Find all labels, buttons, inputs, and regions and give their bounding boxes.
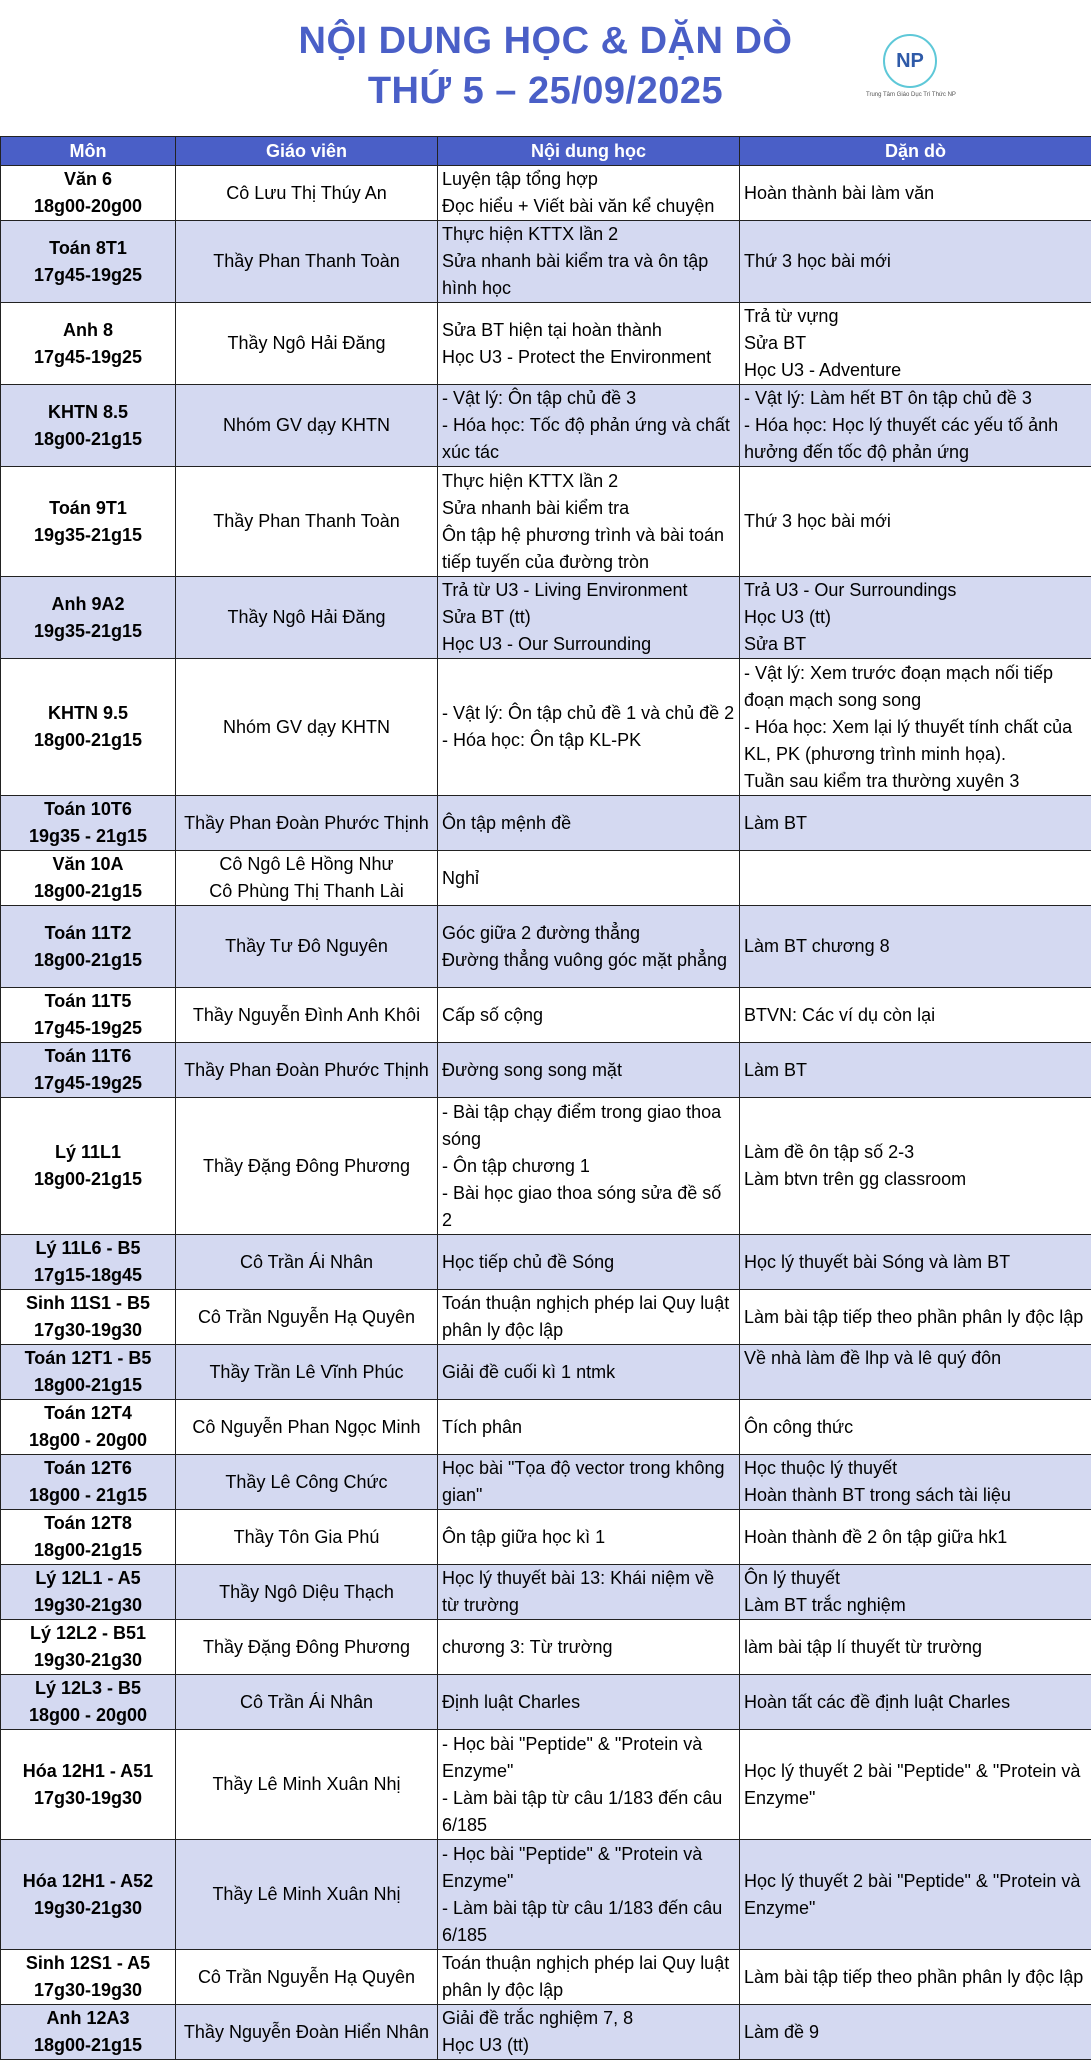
content-cell-line: - Học bài "Peptide" & "Protein và Enzyme" [442, 1841, 735, 1895]
content-cell-line: Tích phân [442, 1414, 735, 1441]
teacher-cell-line: Thầy Lê Minh Xuân Nhị [180, 1771, 433, 1798]
content-cell-line: Sửa BT (tt) [442, 604, 735, 631]
content-cell [438, 1098, 740, 1235]
subject-cell-line: KHTN 9.5 [3, 700, 173, 727]
column-header-content: Nội dung học [438, 137, 740, 166]
content-cell [438, 1565, 740, 1620]
content-cell-line: Học U3 - Protect the Environment [442, 344, 735, 371]
content-cell [438, 1730, 740, 1840]
content-cell [438, 577, 740, 659]
teacher-cell-line: Cô Trần Ái Nhân [180, 1689, 433, 1716]
homework-cell-line: Sửa BT [744, 330, 1087, 357]
content-cell-line: - Bài học giao thoa sóng sửa đề số 2 [442, 1180, 735, 1234]
homework-cell-line: làm bài tập lí thuyết từ trường [744, 1634, 1087, 1661]
subject-cell-line: Anh 12A3 [3, 2005, 173, 2032]
subject-cell-line: Sinh 12S1 - A5 [3, 1950, 173, 1977]
content-cell-line: Học lý thuyết bài 13: Khái niệm về từ trường [442, 1565, 735, 1619]
page-header [0, 0, 1091, 136]
content-cell-line: Học bài "Tọa độ vector trong không gian" [442, 1455, 735, 1509]
homework-cell-line: Làm btvn trên gg classroom [744, 1166, 1087, 1193]
content-cell-line: Toán thuận nghịch phép lai Quy luật phân ly độc lập [442, 1950, 735, 2004]
subject-cell [1, 1675, 176, 1730]
homework-cell [740, 467, 1091, 577]
homework-cell-line: Tuần sau kiểm tra thường xuyên 3 [744, 768, 1087, 795]
content-cell [438, 1345, 740, 1400]
content-cell-line: Thực hiện KTTX lần 2 [442, 468, 735, 495]
teacher-cell [176, 988, 438, 1043]
table-row [1, 1730, 1091, 1840]
table-row [1, 2005, 1091, 2060]
table-row [1, 1510, 1091, 1565]
teacher-cell [176, 1345, 438, 1400]
teacher-cell [176, 166, 438, 221]
teacher-cell [176, 577, 438, 659]
homework-cell-line: Hoàn tất các đề định luật Charles [744, 1689, 1087, 1716]
subject-cell-line: 17g30-19g30 [3, 1317, 173, 1344]
subject-cell-line: 18g00-21g15 [3, 947, 173, 974]
subject-cell [1, 303, 176, 385]
logo-caption: Trung Tâm Giáo Dục Trí Thức NP [866, 92, 976, 98]
subject-cell [1, 1400, 176, 1455]
teacher-cell-line: Thầy Phan Thanh Toàn [180, 508, 433, 535]
homework-cell-line: Thứ 3 học bài mới [744, 248, 1087, 275]
subject-cell-line: Toán 11T5 [3, 988, 173, 1015]
homework-cell-line: Ôn lý thuyết [744, 1565, 1087, 1592]
teacher-cell [176, 385, 438, 467]
homework-cell-line: Làm đề 9 [744, 2019, 1087, 2046]
homework-cell [740, 1565, 1091, 1620]
teacher-cell [176, 467, 438, 577]
homework-cell [740, 1043, 1091, 1098]
teacher-cell-line: Thầy Tư Đô Nguyên [180, 933, 433, 960]
subject-cell-line: Toán 12T1 - B5 [3, 1345, 173, 1372]
content-cell-line: Đọc hiểu + Viết bài văn kể chuyện [442, 193, 735, 220]
table-row [1, 467, 1091, 577]
content-cell [438, 988, 740, 1043]
homework-cell [740, 303, 1091, 385]
teacher-cell-line: Thầy Trần Lê Vĩnh Phúc [180, 1359, 433, 1386]
subject-cell [1, 659, 176, 796]
subject-cell [1, 906, 176, 988]
table-row [1, 166, 1091, 221]
subject-cell-line: 17g45-19g25 [3, 344, 173, 371]
homework-cell-line: Làm BT chương 8 [744, 933, 1087, 960]
subject-cell-line: 18g00-21g15 [3, 878, 173, 905]
subject-cell [1, 1510, 176, 1565]
teacher-cell-line: Cô Phùng Thị Thanh Lài [180, 878, 433, 905]
subject-cell [1, 1235, 176, 1290]
teacher-cell-line: Thầy Đặng Đông Phương [180, 1634, 433, 1661]
teacher-cell-line: Thầy Ngô Hải Đăng [180, 330, 433, 357]
subject-cell-line: 18g00-21g15 [3, 1372, 173, 1399]
subject-cell-line: 18g00-21g15 [3, 1166, 173, 1193]
content-cell [438, 303, 740, 385]
subject-cell [1, 796, 176, 851]
teacher-cell-line: Nhóm GV dạy KHTN [180, 412, 433, 439]
table-row [1, 988, 1091, 1043]
teacher-cell-line: Thầy Lê Công Chức [180, 1469, 433, 1496]
teacher-cell [176, 1840, 438, 1950]
content-cell-line: Đường song song mặt [442, 1057, 735, 1084]
homework-cell [740, 796, 1091, 851]
page-title: NỘI DUNG HỌC & DẶN DÒ [0, 20, 1091, 63]
column-header-teacher: Giáo viên [176, 137, 438, 166]
subject-cell [1, 1730, 176, 1840]
subject-cell-line: Toán 11T6 [3, 1043, 173, 1070]
subject-cell-line: Lý 11L6 - B5 [3, 1235, 173, 1262]
subject-cell [1, 2005, 176, 2060]
content-cell [438, 221, 740, 303]
subject-cell [1, 851, 176, 906]
content-cell-line: Toán thuận nghịch phép lai Quy luật phân ly độc lập [442, 1290, 735, 1344]
subject-cell-line: 18g00 - 21g15 [3, 1482, 173, 1509]
homework-cell-line: Làm BT [744, 1057, 1087, 1084]
homework-cell [740, 2005, 1091, 2060]
subject-cell-line: 18g00 - 20g00 [3, 1427, 173, 1454]
subject-cell [1, 221, 176, 303]
subject-cell-line: 19g35-21g15 [3, 522, 173, 549]
content-cell-line: Sửa BT hiện tại hoàn thành [442, 317, 735, 344]
subject-cell-line: KHTN 8.5 [3, 399, 173, 426]
homework-cell-line: - Vật lý: Làm hết BT ôn tập chủ đề 3 [744, 385, 1087, 412]
table-row [1, 303, 1091, 385]
teacher-cell [176, 1098, 438, 1235]
teacher-cell-line: Thầy Lê Minh Xuân Nhị [180, 1881, 433, 1908]
homework-cell-line: Học thuộc lý thuyết [744, 1455, 1087, 1482]
teacher-cell-line: Cô Nguyễn Phan Ngọc Minh [180, 1414, 433, 1441]
content-cell-line: Học U3 - Our Surrounding [442, 631, 735, 658]
homework-cell-line: - Vật lý: Xem trước đoạn mạch nối tiếp đoạn mạch song song [744, 660, 1087, 714]
subject-cell [1, 1345, 176, 1400]
subject-cell [1, 1620, 176, 1675]
homework-cell-line: Hoàn thành đề 2 ôn tập giữa hk1 [744, 1524, 1087, 1551]
table-body [1, 166, 1091, 2060]
content-cell [438, 851, 740, 906]
teacher-cell [176, 1290, 438, 1345]
teacher-cell [176, 1043, 438, 1098]
teacher-cell-line: Thầy Đặng Đông Phương [180, 1153, 433, 1180]
table-row [1, 1098, 1091, 1235]
page-date: THỨ 5 – 25/09/2025 [0, 70, 1091, 113]
subject-cell-line: 18g00-21g15 [3, 1537, 173, 1564]
teacher-cell-line: Thầy Phan Đoàn Phước Thịnh [180, 1057, 433, 1084]
teacher-cell [176, 796, 438, 851]
teacher-cell-line: Cô Trần Ái Nhân [180, 1249, 433, 1276]
subject-cell-line: 17g15-18g45 [3, 1262, 173, 1289]
np-logo-icon: NP [883, 34, 937, 88]
content-cell [438, 1235, 740, 1290]
subject-cell-line: Toán 12T6 [3, 1455, 173, 1482]
column-header-homework: Dặn dò [740, 137, 1091, 166]
homework-cell-line: Làm bài tập tiếp theo phần phân ly độc lập [744, 1964, 1087, 1991]
content-cell [438, 659, 740, 796]
homework-cell [740, 659, 1091, 796]
teacher-cell [176, 1510, 438, 1565]
subject-cell-line: Hóa 12H1 - A51 [3, 1758, 173, 1785]
subject-cell-line: Văn 6 [3, 166, 173, 193]
homework-cell [740, 577, 1091, 659]
table-row [1, 1620, 1091, 1675]
table-row [1, 1675, 1091, 1730]
subject-cell-line: 17g45-19g25 [3, 1015, 173, 1042]
table-row [1, 906, 1091, 988]
homework-cell-line: Học U3 - Adventure [744, 357, 1087, 384]
homework-cell-line: Trả từ vựng [744, 303, 1087, 330]
teacher-cell [176, 906, 438, 988]
homework-cell [740, 221, 1091, 303]
content-cell-line: Trả từ U3 - Living Environment [442, 577, 735, 604]
subject-cell-line: Toán 8T1 [3, 235, 173, 262]
homework-cell [740, 1290, 1091, 1345]
content-cell [438, 1043, 740, 1098]
teacher-cell-line: Thầy Nguyễn Đình Anh Khôi [180, 1002, 433, 1029]
table-row [1, 1043, 1091, 1098]
subject-cell-line: 18g00 - 20g00 [3, 1702, 173, 1729]
subject-cell [1, 577, 176, 659]
subject-cell-line: 19g30-21g30 [3, 1895, 173, 1922]
content-cell-line: Ôn tập mệnh đề [442, 810, 735, 837]
teacher-cell-line: Cô Lưu Thị Thúy An [180, 180, 433, 207]
subject-cell [1, 988, 176, 1043]
content-cell-line: - Vật lý: Ôn tập chủ đề 3 [442, 385, 735, 412]
table-row [1, 1565, 1091, 1620]
content-cell [438, 1675, 740, 1730]
homework-cell [740, 1730, 1091, 1840]
subject-cell-line: 19g30-21g30 [3, 1647, 173, 1674]
subject-cell [1, 1098, 176, 1235]
content-cell-line: Cấp số cộng [442, 1002, 735, 1029]
table-row [1, 1455, 1091, 1510]
subject-cell-line: Văn 10A [3, 851, 173, 878]
homework-cell [740, 1675, 1091, 1730]
content-cell-line: Nghỉ [442, 865, 735, 892]
schedule-table [0, 136, 1091, 2060]
subject-cell [1, 1043, 176, 1098]
subject-cell-line: Lý 12L1 - A5 [3, 1565, 173, 1592]
teacher-cell-line: Thầy Ngô Diệu Thạch [180, 1579, 433, 1606]
table-row [1, 851, 1091, 906]
subject-cell-line: 18g00-21g15 [3, 727, 173, 754]
content-cell-line: Sửa nhanh bài kiểm tra [442, 495, 735, 522]
teacher-cell-line: Thầy Ngô Hải Đăng [180, 604, 433, 631]
homework-cell [740, 906, 1091, 988]
teacher-cell-line: Cô Trần Nguyễn Hạ Quyên [180, 1964, 433, 1991]
content-cell-line: - Hóa học: Ôn tập KL-PK [442, 727, 735, 754]
homework-cell-line: Thứ 3 học bài mới [744, 508, 1087, 535]
table-row [1, 1290, 1091, 1345]
subject-cell-line: 18g00-21g15 [3, 2032, 173, 2059]
teacher-cell-line: Thầy Nguyễn Đoàn Hiển Nhân [180, 2019, 433, 2046]
homework-cell-line: Sửa BT [744, 631, 1087, 658]
teacher-cell-line: Nhóm GV dạy KHTN [180, 714, 433, 741]
subject-cell-line: Anh 8 [3, 317, 173, 344]
teacher-cell [176, 1730, 438, 1840]
content-cell-line: Học tiếp chủ đề Sóng [442, 1249, 735, 1276]
content-cell-line: Ôn tập hệ phương trình và bài toán tiếp tuyến của đường tròn [442, 522, 735, 576]
subject-cell-line: Anh 9A2 [3, 591, 173, 618]
subject-cell-line: 17g45-19g25 [3, 1070, 173, 1097]
content-cell [438, 385, 740, 467]
content-cell-line: Giải đề cuối kì 1 ntmk [442, 1359, 735, 1386]
content-cell-line: - Bài tập chạy điểm trong giao thoa sóng [442, 1099, 735, 1153]
homework-cell-line: Học lý thuyết 2 bài "Peptide" & "Protein và Enzyme" [744, 1868, 1087, 1922]
subject-cell [1, 1840, 176, 1950]
subject-cell-line: 17g45-19g25 [3, 262, 173, 289]
homework-cell-line: Làm bài tập tiếp theo phần phân ly độc lập [744, 1304, 1087, 1331]
content-cell [438, 2005, 740, 2060]
content-cell [438, 1455, 740, 1510]
np-logo [866, 28, 976, 108]
content-cell [438, 906, 740, 988]
teacher-cell [176, 1565, 438, 1620]
homework-cell-line: Học U3 (tt) [744, 604, 1087, 631]
table-header-row [1, 137, 1091, 166]
teacher-cell [176, 221, 438, 303]
homework-cell [740, 385, 1091, 467]
table-row [1, 577, 1091, 659]
homework-cell-line: Về nhà làm đề lhp và lê quý đôn [744, 1345, 1087, 1372]
teacher-cell-line: Cô Ngô Lê Hồng Như [180, 851, 433, 878]
subject-cell-line: 17g30-19g30 [3, 1977, 173, 2004]
content-cell [438, 1620, 740, 1675]
teacher-cell [176, 2005, 438, 2060]
homework-cell [740, 1950, 1091, 2005]
table-row [1, 1950, 1091, 2005]
homework-cell-line: Hoàn thành BT trong sách tài liệu [744, 1482, 1087, 1509]
homework-cell-line: Làm đề ôn tập số 2-3 [744, 1139, 1087, 1166]
teacher-cell [176, 1620, 438, 1675]
content-cell-line: Giải đề trắc nghiệm 7, 8 [442, 2005, 735, 2032]
subject-cell-line: Toán 11T2 [3, 920, 173, 947]
content-cell-line: - Làm bài tập từ câu 1/183 đến câu 6/185 [442, 1785, 735, 1839]
content-cell-line: - Ôn tập chương 1 [442, 1153, 735, 1180]
homework-cell-line: Học lý thuyết bài Sóng và làm BT [744, 1249, 1087, 1276]
content-cell-line: Định luật Charles [442, 1689, 735, 1716]
table-row [1, 1840, 1091, 1950]
homework-cell [740, 1455, 1091, 1510]
subject-cell-line: 19g30-21g30 [3, 1592, 173, 1619]
subject-cell-line: Lý 12L3 - B5 [3, 1675, 173, 1702]
subject-cell [1, 1290, 176, 1345]
subject-cell-line: Sinh 11S1 - B5 [3, 1290, 173, 1317]
subject-cell-line: 17g30-19g30 [3, 1785, 173, 1812]
content-cell [438, 1840, 740, 1950]
subject-cell-line: Toán 10T6 [3, 796, 173, 823]
teacher-cell-line: Thầy Phan Đoàn Phước Thịnh [180, 810, 433, 837]
homework-cell-line: Học lý thuyết 2 bài "Peptide" & "Protein và Enzyme" [744, 1758, 1087, 1812]
content-cell-line: Đường thẳng vuông góc mặt phẳng [442, 947, 735, 974]
subject-cell [1, 1455, 176, 1510]
homework-cell-line: - Hóa học: Học lý thuyết các yếu tố ảnh hưởng đến tốc độ phản ứng [744, 412, 1087, 466]
content-cell-line: Thực hiện KTTX lần 2 [442, 221, 735, 248]
homework-cell-line: - Hóa học: Xem lại lý thuyết tính chất của KL, PK (phương trình minh họa). [744, 714, 1087, 768]
subject-cell-line: Toán 9T1 [3, 495, 173, 522]
content-cell-line: Ôn tập giữa học kì 1 [442, 1524, 735, 1551]
homework-cell [740, 1510, 1091, 1565]
content-cell-line: - Vật lý: Ôn tập chủ đề 1 và chủ đề 2 [442, 700, 735, 727]
content-cell [438, 1510, 740, 1565]
homework-cell-line: Làm BT trắc nghiệm [744, 1592, 1087, 1619]
teacher-cell [176, 659, 438, 796]
homework-cell [740, 988, 1091, 1043]
subject-cell-line: Lý 12L2 - B51 [3, 1620, 173, 1647]
teacher-cell [176, 1950, 438, 2005]
subject-cell [1, 1565, 176, 1620]
homework-cell [740, 1235, 1091, 1290]
teacher-cell-line: Thầy Tôn Gia Phú [180, 1524, 433, 1551]
table-row [1, 796, 1091, 851]
subject-cell-line: Hóa 12H1 - A52 [3, 1868, 173, 1895]
subject-cell [1, 166, 176, 221]
content-cell-line: chương 3: Từ trường [442, 1634, 735, 1661]
homework-cell [740, 1098, 1091, 1235]
homework-cell [740, 1400, 1091, 1455]
table-row [1, 1345, 1091, 1400]
subject-cell-line: 18g00-20g00 [3, 193, 173, 220]
content-cell [438, 1950, 740, 2005]
homework-cell-line: Trả U3 - Our Surroundings [744, 577, 1087, 604]
content-cell-line: Luyện tập tổng hợp [442, 166, 735, 193]
subject-cell-line: Toán 12T8 [3, 1510, 173, 1537]
content-cell-line: - Hóa học: Tốc độ phản ứng và chất xúc tác [442, 412, 735, 466]
teacher-cell [176, 1400, 438, 1455]
content-cell-line: Học U3 (tt) [442, 2032, 735, 2059]
content-cell [438, 796, 740, 851]
teacher-cell [176, 1675, 438, 1730]
column-header-subject: Môn [1, 137, 176, 166]
teacher-cell-line: Cô Trần Nguyễn Hạ Quyên [180, 1304, 433, 1331]
subject-cell [1, 467, 176, 577]
table-row [1, 1235, 1091, 1290]
homework-cell [740, 1840, 1091, 1950]
table-row [1, 659, 1091, 796]
homework-cell-line: Hoàn thành bài làm văn [744, 180, 1087, 207]
teacher-cell [176, 851, 438, 906]
homework-cell [740, 851, 1091, 906]
subject-cell-line: 19g35 - 21g15 [3, 823, 173, 850]
subject-cell [1, 385, 176, 467]
table-row [1, 221, 1091, 303]
subject-cell-line: 19g35-21g15 [3, 618, 173, 645]
subject-cell-line: Lý 11L1 [3, 1139, 173, 1166]
homework-cell [740, 1345, 1091, 1400]
teacher-cell-line: Thầy Phan Thanh Toàn [180, 248, 433, 275]
content-cell [438, 166, 740, 221]
content-cell-line: Góc giữa 2 đường thẳng [442, 920, 735, 947]
table-row [1, 1400, 1091, 1455]
content-cell [438, 1400, 740, 1455]
subject-cell [1, 1950, 176, 2005]
teacher-cell [176, 1455, 438, 1510]
homework-cell-line: Ôn công thức [744, 1414, 1087, 1441]
content-cell-line: Sửa nhanh bài kiểm tra và ôn tập hình học [442, 248, 735, 302]
content-cell [438, 467, 740, 577]
homework-cell-line: Làm BT [744, 810, 1087, 837]
content-cell [438, 1290, 740, 1345]
content-cell-line: - Làm bài tập từ câu 1/183 đến câu 6/185 [442, 1895, 735, 1949]
teacher-cell [176, 303, 438, 385]
subject-cell-line: 18g00-21g15 [3, 426, 173, 453]
subject-cell-line: Toán 12T4 [3, 1400, 173, 1427]
homework-cell-line: BTVN: Các ví dụ còn lại [744, 1002, 1087, 1029]
teacher-cell [176, 1235, 438, 1290]
content-cell-line: - Học bài "Peptide" & "Protein và Enzyme" [442, 1731, 735, 1785]
table-row [1, 385, 1091, 467]
homework-cell [740, 1620, 1091, 1675]
homework-cell [740, 166, 1091, 221]
